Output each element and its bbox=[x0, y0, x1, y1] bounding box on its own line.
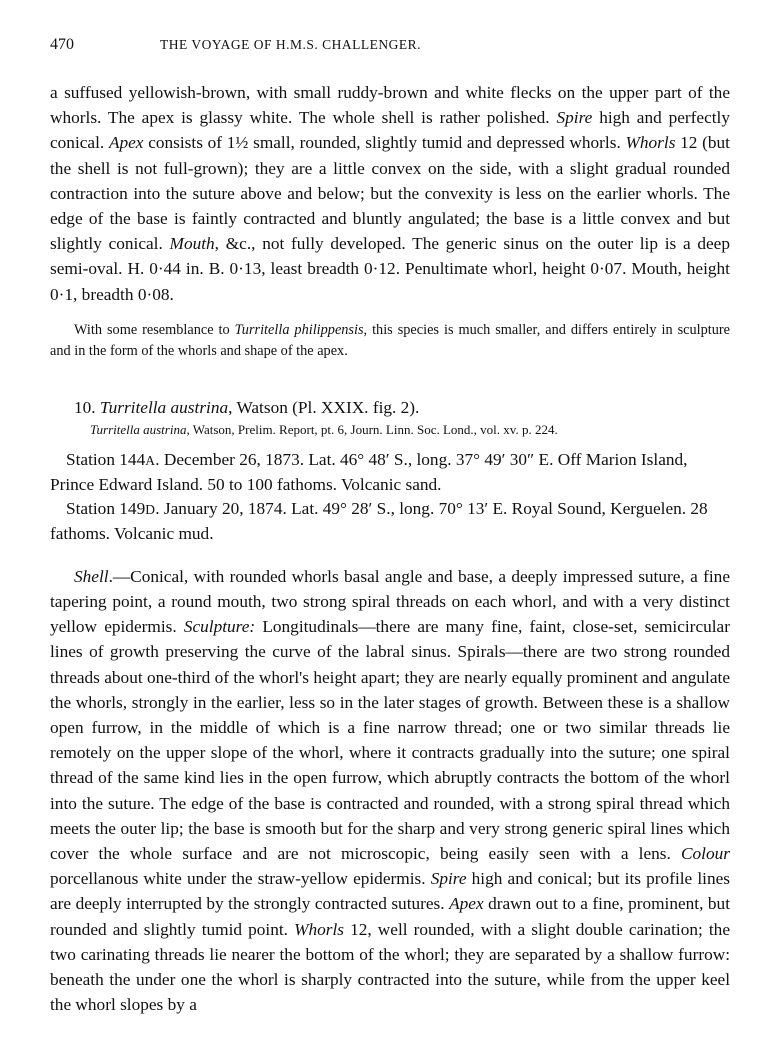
running-head: THE VOYAGE OF H.M.S. CHALLENGER. bbox=[160, 37, 422, 52]
italic-run: Apex bbox=[449, 894, 484, 914]
text-run: 12, well rounded, with a slight double carination; the two carinating threads lie nearer the bottom of the whorl; they are separated by a shallow furrow: beneath the under one the whorl is sharply contracted into the suture, while from the upper keel the whorl slopes by a bbox=[50, 919, 730, 1015]
text-run: , this species is much smaller, and differs entirely in sculpture and in the form of the whorls and shape of the apex. bbox=[50, 321, 731, 359]
italic-run: Turritella philippensis bbox=[234, 321, 364, 338]
text-run: porcellanous white under the straw-yellow epidermis. bbox=[50, 869, 431, 889]
synonymy-reference bbox=[50, 420, 730, 440]
text-run: drawn out to a fine, prominent, but rounded and slightly tumid point. bbox=[50, 894, 730, 939]
station-record-1 bbox=[50, 448, 730, 497]
text-run: .—Conical, with rounded whorls basal angle and base, a deeply impressed suture, a fine tapering point, a round mouth, two strong spiral threads on each whorl, and with a very distinct yellow epidermis. bbox=[50, 566, 730, 637]
text-run: , Watson (Pl. XXIX. fig. 2). bbox=[228, 397, 420, 417]
remark-paragraph bbox=[50, 320, 730, 362]
text-run: Station 149 bbox=[66, 498, 146, 518]
text-run: 12 (but the shell is not full-grown); they are a little convex on the side, with a slight gradual rounded contraction into the suture above and below; but the convexity is less on the earlier whorls. The edge of the base is faintly contracted and bluntly angulated; the base is a little convex and but slightly conical. bbox=[50, 133, 730, 254]
italic-run: Whorls bbox=[294, 919, 345, 939]
italic-run: Colour bbox=[681, 844, 730, 864]
book-page bbox=[50, 36, 730, 1017]
text-run: Longitudinals—there are many fine, faint, close-set, semicircular lines of growth preserving the curve of the labral sinus. Spirals—there are two strong rounded threads about one-third of the whorl's height apart; they are nearly equally prominent and angulate the whorls, strongly in the earlier, less so in the later stages of growth. Between these is a shallow open furrow, in the middle of which is a fine narrow thread; one or two similar threads lie remotely on the upper slope of the whorl, where it contracts gradually into the suture; one spiral thread of the same kind lies in the open furrow, which abruptly contracts the bottom of the whorl into the suture. The edge of the base is contracted and rounded, with a strong spiral thread which meets the outer lip; the base is smooth but for the sharp and very strong generic spiral lines which cover the whole surface and are not microscopic, being easily seen with a lens. bbox=[50, 617, 730, 864]
text-run: consists of 1½ small, rounded, slightly tumid and depressed whorls. bbox=[143, 133, 626, 153]
text-run: high and perfectly conical. bbox=[50, 108, 730, 153]
page-header bbox=[50, 36, 730, 60]
text-run: With some resemblance to bbox=[74, 321, 235, 338]
text-run: Station 144 bbox=[66, 449, 146, 469]
italic-run: Turritella austrina bbox=[99, 397, 229, 417]
station-record-2 bbox=[50, 497, 730, 546]
italic-run: Apex bbox=[108, 133, 144, 153]
italic-run: Whorls bbox=[625, 133, 676, 153]
species-heading bbox=[50, 396, 730, 420]
italic-run: Spire bbox=[556, 108, 593, 128]
italic-run: Sculpture: bbox=[183, 617, 256, 637]
text-run: , &c., not fully developed. The generic sinus on the outer lip is a deep semi-oval. H. 0·44 in. B. 0·13, least breadth 0·12. Penultimate whorl, height 0·07. Mouth, height 0·1, breadth 0·08. bbox=[50, 234, 730, 304]
small-caps-run: A bbox=[145, 452, 156, 468]
text-run: , Watson, Prelim. Report, pt. 6, Journ. Linn. Soc. Lond., vol. xv. p. 224. bbox=[186, 421, 558, 437]
text-run: . December 26, 1873. Lat. 46° 48′ S., long. 37° 49′ 30″ E. Off Marion Island, Prince Edward Island. 50 to 100 fathoms. Volcanic sand. bbox=[50, 449, 688, 494]
shell-description bbox=[50, 564, 730, 1018]
text-run: 10. bbox=[74, 397, 100, 417]
description-paragraph bbox=[50, 80, 730, 307]
text-run: . January 20, 1874. Lat. 49° 28′ S., long. 70° 13′ E. Royal Sound, Kerguelen. 28 fathoms. Volcanic mud. bbox=[50, 498, 708, 543]
italic-run: Spire bbox=[430, 869, 467, 889]
small-caps-run: D bbox=[145, 501, 156, 517]
italic-run: Shell bbox=[74, 566, 109, 586]
italic-run: Turritella austrina bbox=[90, 421, 187, 437]
italic-run: Mouth bbox=[169, 234, 215, 254]
text-run: high and conical; but its profile lines are deeply interrupted by the strongly contracted sutures. bbox=[50, 869, 730, 914]
page-number: 470 bbox=[50, 36, 74, 53]
text-run: a suffused yellowish-brown, with small ruddy-brown and white flecks on the upper part of the whorls. The apex is glassy white. The whole shell is rather polished. bbox=[50, 83, 730, 128]
